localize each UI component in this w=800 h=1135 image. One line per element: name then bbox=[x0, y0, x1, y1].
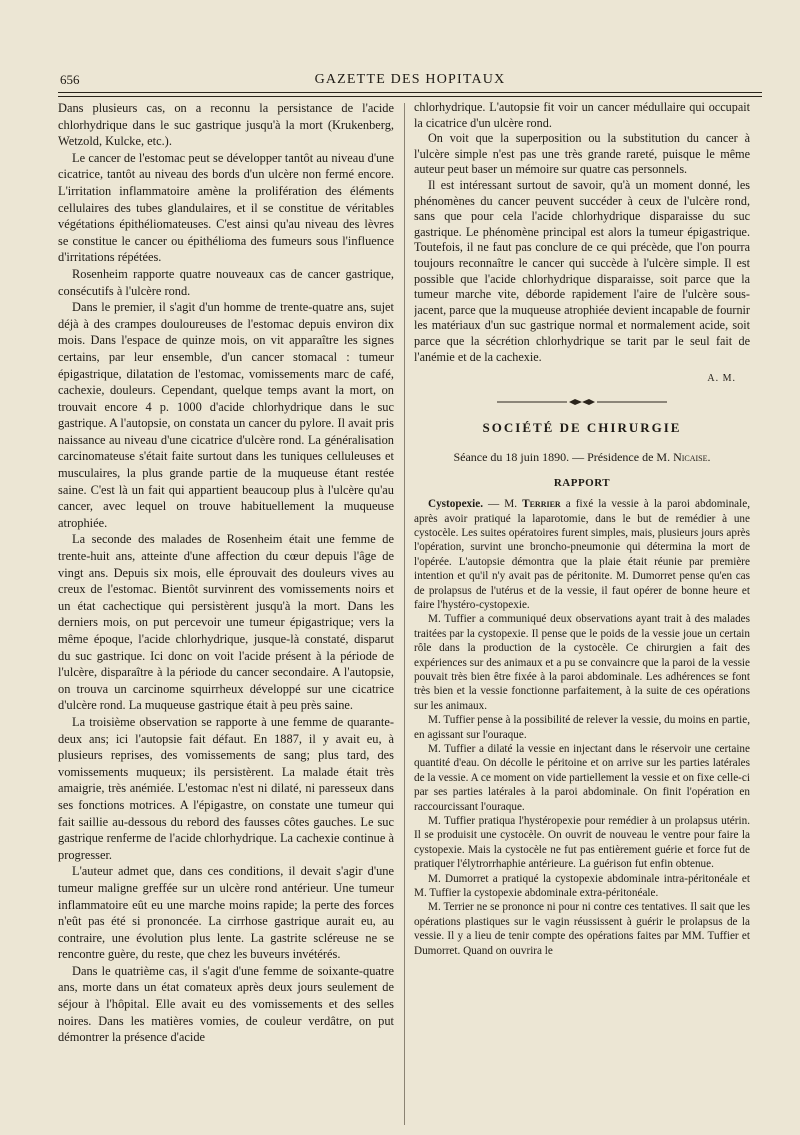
paragraph: M. Tuffier pratiqua l'hystéropexie pour remédier à un prolapsus utérin. Il se produisit une cystocèle. On ouvrit de nouveau le ventre pour faire la cystopexie. Mais la cystocèle ne fut pas entièrement guérie et force fut de pratiquer l'élytrorrhaphie antérieure. La guérison fut enfin obtenue. bbox=[414, 815, 750, 871]
paragraph: M. Dumorret a pratiqué la cystopexie abdominale intra-péritonéale et M. Tuffier la cystopexie abdominale extra-péritonéale. bbox=[414, 872, 750, 900]
session-line bbox=[414, 450, 750, 465]
session-president: Nicaise bbox=[673, 450, 708, 465]
paragraph: Dans le quatrième cas, il s'agit d'une femme de soixante-quatre ans, morte dans un état comateux après deux jours seulement de séjour à l'hôpital. Elle avait eu des vomissements et des selles noires. Dans les matières vomies, de couleur verdâtre, on put démontrer la présence d'acide bbox=[58, 963, 394, 1045]
column-divider bbox=[404, 103, 405, 1125]
paragraph: Rosenheim rapporte quatre nouveaux cas de cancer gastrique, consécutifs à l'ulcère rond. bbox=[58, 266, 394, 298]
paragraph: Il est intéressant surtout de savoir, qu'à un moment donné, les phénomènes du cancer peuvent succéder à ceux de l'ulcère rond, sans que pour cela l'acide chlorhydrique disparaisse du suc gastrique. Le phénomène principal est alors la tumeur épigastrique. Toutefois, il ne faut pas conclure de ce qui précède, que l'on pourra toujours reconnaître le cancer qui succède à l'ulcère simple. Il est possible que l'acide chlorhydrique disparaisse, soit parce que la tumeur marche vite, déborde rapidement l'aire de l'ulcère sous-jacent, parce que la muqueuse atrophiée devient incapable de fournir les matériaux d'un suc gastrique normal et normalement acide, soit parce que la sécrétion chlorhydrique se tarit par le seul fait de l'anémie et de la cachexie. bbox=[414, 177, 750, 364]
page-header bbox=[58, 68, 762, 90]
article-continuation bbox=[414, 100, 750, 365]
section-heading: SOCIÉTÉ DE CHIRURGIE bbox=[482, 420, 682, 436]
report-heading: RAPPORT bbox=[553, 477, 611, 490]
session-prefix: Séance du 18 juin 1890. — Présidence de M. bbox=[453, 450, 674, 465]
report-speaker: Terrier bbox=[522, 498, 561, 511]
page-number: 656 bbox=[60, 72, 80, 87]
report-body bbox=[414, 497, 750, 958]
header-rule bbox=[58, 92, 762, 93]
session-suffix: . bbox=[707, 450, 711, 465]
paragraph bbox=[414, 497, 750, 612]
header-rule-thin bbox=[58, 96, 762, 97]
ornament-divider bbox=[497, 398, 667, 406]
paragraph: Dans plusieurs cas, on a reconnu la persistance de l'acide chlorhydrique dans le suc gastrique jusqu'à la mort (Krukenberg, Wetzold, Kulcke, etc.). bbox=[58, 101, 394, 149]
author-signature: A. M. bbox=[707, 373, 736, 385]
paragraph: La seconde des malades de Rosenheim était une femme de trente-huit ans, atteinte d'une affection du cœur depuis l'âge de vingt ans. Depuis six mois, elle éprouvait des douleurs vives au creux de l'estomac. Bientôt survinrent des vomissements noirs et un état cachectique qui persistèrent jusqu'à la mort. Dans les derniers mois, on put percevoir une tumeur épigastrique; vers la même époque, l'acide chlorhydrique, jusque-là constaté, disparut du suc gastrique. Ici donc on voit l'acide présent à la période de l'ulcère, disparaître à la période du cancer secondaire. A l'autopsie, on trouva un carcinome squirrheux développé sur une cicatrice d'ulcère rond. La muqueuse gastrique était à peu près saine. bbox=[58, 532, 394, 713]
journal-title: GAZETTE DES HOPITAUX bbox=[314, 72, 506, 87]
paragraph: M. Tuffier pense à la possibilité de relever la vessie, du moins en partie, en agissant sur l'ouraque. bbox=[414, 714, 750, 741]
paragraph: M. Tuffier a dilaté la vessie en injectant dans le réservoir une certaine quantité d'eau. On décolle le péritoine et on arrive sur les parties latérales de la vessie. A ce moment on vide partiellement la vessie et on fixe celle-ci par ses parties latérales à la paroi abdominale. On finit l'opération en raccourcissant l'ouraque. bbox=[414, 743, 750, 813]
left-column bbox=[58, 100, 394, 1128]
report-first-text: a fixé la vessie à la paroi abdominale, après avoir pratiqué la laparotomie, dans le but de remédier à une cystocèle. Les suites opératoires furent simples, mais, plusieurs jours après l'opération, survint une broncho-pneumonie qui détermina la mort de l'opérée. L'autopsie démontra que la plaie était réunie par première intention et qu'il n'y avait pas de péritonite. M. Dumorret pense qu'en cas de prolapsus de l'utérus et de la vessie, il faut opérer de bonne heure et faire l'hystéro-cystopexie. bbox=[414, 498, 750, 611]
report-lead: Cystopexie. bbox=[428, 498, 483, 511]
paragraph: L'auteur admet que, dans ces conditions, il devait s'agir d'une tumeur maligne greffée sur un ulcère rond antérieur. Une tumeur inflammatoire eût eu une marche moins rapide; la perte des forces n'eût pas été si prononcée. La cirrhose gastrique aurait eu, au contraire, une évolution plus lente. La gastrite scléreuse ne se rencontre guère, du reste, que chez les buveurs invétérés. bbox=[58, 864, 394, 962]
paragraph: Dans le premier, il s'agit d'un homme de trente-quatre ans, sujet déjà à des crampes douloureuses de l'estomac depuis environ dix mois. Dans l'espace de quinze mois, on vit apparaître les signes certains, par leur ensemble, d'un cancer stomacal : tumeur épigastrique, dilatation de l'estomac, vomissements marc de café, cachexie, douleurs. Cependant, quelque temps avant la mort, on trouvait encore 4 p. 1000 d'acide chlorhydrique dans le suc gastrique. A l'autopsie, on constata un cancer du pylore. Il avait pris naissance au niveau d'une cicatrice d'ulcère rond. La généralisation carcinomateuse s'était faite surtout dans les tuniques celluleuses et musculaires, la plus grande partie de la muqueuse étant restée saine. C'est là un fait qui appartient beaucoup plus à l'ulcère qu'au cancer, avec lequel on trouve habituellement la muqueuse atrophiée. bbox=[58, 300, 394, 530]
paragraph: M. Tuffier a communiqué deux observations ayant trait à des malades traitées par la cystopexie. Il pense que le poids de la vessie joue un certain rôle dans la production de la cystocèle. Ce chirurgien a fait des expériences sur des animaux et a pu se convaincre que la paroi de la vessie pouvait très bien être fixée à la paroi abdominale. Les adhérences se font très bien et la vessie fonctionne parfaitement, à la suite de ces opérations sur les animaux. bbox=[414, 613, 750, 712]
paragraph: M. Terrier ne se prononce ni pour ni contre ces tentatives. Il sait que les opérations plastiques sur le vagin réussissent à guérir le prolapsus de la vessie. Il y a lieu de tenir compte des opérations faites par MM. Tuffier et Dumorret. Quand on ouvrira le bbox=[414, 901, 750, 957]
right-column bbox=[414, 100, 750, 1128]
paragraph: On voit que la superposition ou la substitution du cancer à l'ulcère simple n'est pas une très grande rareté, puisque le même auteur peut baser un mémoire sur quatre cas personnels. bbox=[414, 131, 750, 177]
paragraph: Le cancer de l'estomac peut se développer tantôt au niveau d'une cicatrice, tantôt au niveau des bords d'un ulcère non fermé encore. L'irritation inflammatoire amène la prolifération des éléments cellulaires des tubes glandulaires, et il se constitue de véritables végétations épithéliomateuses. C'est ainsi qu'au niveau des lèvres se constitue le cancer ou épithélioma des fumeurs sous l'influence d'irritations répétées. bbox=[58, 150, 394, 265]
paragraph: La troisième observation se rapporte à une femme de quarante-deux ans; ici l'autopsie fait défaut. En 1887, il y avait eu, à plusieurs reprises, des vomissements de sang; plus tard, des vomissements muqueux; ils persistèrent. La malade était très amaigrie, très anémiée. L'estomac n'est ni dilaté, ni paresseux dans ses fonctions motrices. A l'épigastre, on constate une tumeur qui fait saillie au-dessous du rebord des fausses côtes gauches. Le suc gastrique renferme de l'acide chlorhydrique. La cachexie continue à progresser. bbox=[58, 714, 394, 862]
report-dash: — M. bbox=[483, 498, 523, 511]
paragraph: chlorhydrique. L'autopsie fit voir un cancer médullaire qui occupait la cicatrice d'un ulcère rond. bbox=[414, 100, 750, 130]
